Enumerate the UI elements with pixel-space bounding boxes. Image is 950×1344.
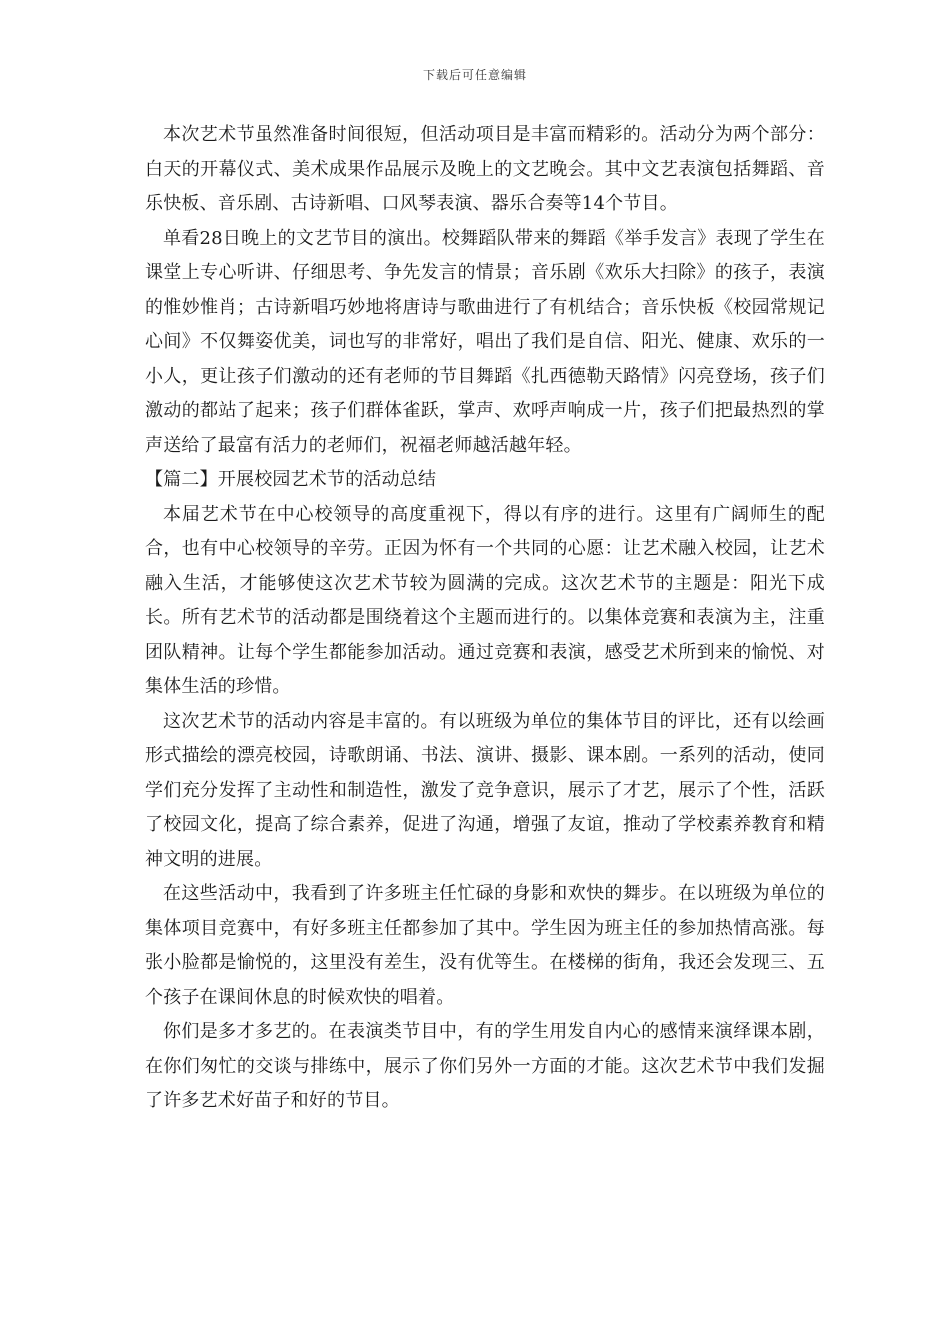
- section-heading: 【篇二】开展校园艺术节的活动总结: [145, 469, 437, 490]
- paragraph: 单看28日晚上的文艺节目的演出。校舞蹈队带来的舞蹈《举手发言》表现了学生在课堂上专心听讲、仔细思考、争先发言的情景；音乐剧《欢乐大扫除》的孩子，表演的惟妙惟肖；古诗新唱巧妙地将唐诗与歌曲进行了有机结合；音乐快板《校园常规记心间》不仅舞姿优美，词也写的非常好，唱出了我们是自信、阳光、健康、欢乐的一小人，更让孩子们激动的还有老师的节目舞蹈《扎西德勒天路情》闪亮登场，孩子们激动的都站了起来；孩子们群体雀跃，掌声、欢呼声响成一片，孩子们把最热烈的掌声送给了最富有活力的老师们，祝福老师越活越年轻。: [145, 227, 825, 456]
- paragraph: 你们是多才多艺的。在表演类节目中，有的学生用发自内心的感情来演绎课本剧，在你们匆忙的交谈与排练中，展示了你们另外一方面的才能。这次艺术节中我们发掘了许多艺术好苗子和好的节目。: [145, 1021, 825, 1111]
- paragraph: 本届艺术节在中心校领导的高度重视下，得以有序的进行。这里有广阔师生的配合，也有中心校领导的辛劳。正因为怀有一个共同的心愿：让艺术融入校园，让艺术融入生活，才能够使这次艺术节较为圆满的完成。这次艺术节的主题是：阳光下成长。所有艺术节的活动都是围绕着这个主题而进行的。以集体竞赛和表演为主，注重团队精神。让每个学生都能参加活动。通过竞赛和表演，感受艺术所到来的愉悦、对集体生活的珍惜。: [145, 503, 825, 697]
- document-body: [145, 118, 825, 1119]
- paragraph: 这次艺术节的活动内容是丰富的。有以班级为单位的集体节目的评比，还有以绘画形式描绘的漂亮校园，诗歌朗诵、书法、演讲、摄影、课本剧。一系列的活动，使同学们充分发挥了主动性和制造性，激发了竞争意识，展示了才艺，展示了个性，活跃了校园文化，提高了综合素养，促进了沟通，增强了友谊，推动了学校素养教育和精神文明的进展。: [145, 710, 825, 870]
- page-header: 下载后可任意编辑: [422, 68, 527, 82]
- paragraph: 在这些活动中，我看到了许多班主任忙碌的身影和欢快的舞步。在以班级为单位的集体项目竞赛中，有好多班主任都参加了其中。学生因为班主任的参加热情高涨。每张小脸都是愉悦的，这里没有差生，没有优等生。在楼梯的街角，我还会发现三、五个孩子在课间休息的时候欢快的唱着。: [145, 883, 825, 1008]
- paragraph: 本次艺术节虽然准备时间很短，但活动项目是丰富而精彩的。活动分为两个部分：白天的开幕仪式、美术成果作品展示及晚上的文艺晚会。其中文艺表演包括舞蹈、音乐快板、音乐剧、古诗新唱、口风琴表演、器乐合奏等14个节目。: [145, 124, 825, 214]
